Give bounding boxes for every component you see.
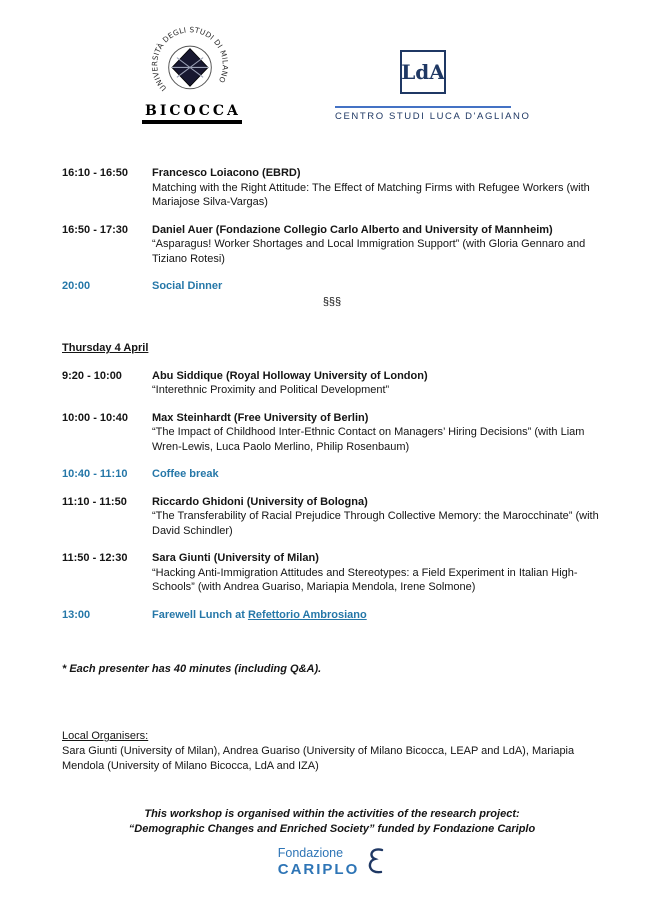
bicocca-seal-icon [149,24,231,106]
day-heading-thursday: Thursday 4 April [62,342,149,355]
cariplo-logo [62,846,602,878]
event-row-farewell-lunch [62,608,602,623]
session-time: 11:50 - 12:30 [62,552,128,565]
session-title: “Hacking Anti-Immigration Attitudes and Stereotypes: a Field Experiment in Italian High-Schools” (with Andrea Guariso, Mariapia Mendola, Irene Solmone) [152,566,578,594]
session-title: “The Impact of Childhood Inter-Ethnic Contact on Managers’ Hiring Decisions” (with Liam Wren-Lewis, Luca Paolo Merlino, Philip Rosenbaum) [152,426,585,453]
event-time: 20:00 [62,280,91,293]
session-row [62,411,602,455]
session-cell [152,223,602,267]
footer-note-line1: This workshop is organised within the activities of the research project: [144,808,520,821]
session-cell [152,551,602,595]
event-time: 10:40 - 11:10 [62,468,128,481]
lda-caption: CENTRO STUDI LUCA D'AGLIANO [335,111,531,122]
lda-logo [335,50,531,122]
session-time: 9:20 - 10:00 [62,369,122,382]
lda-divider-rule [335,106,511,108]
session-speaker: Abu Siddique (Royal Holloway University of London) [152,369,428,382]
session-title: “Interethnic Proximity and Political Development” [152,384,390,397]
event-row-coffee-break [62,467,602,482]
session-cell [152,411,602,455]
session-time: 16:50 - 17:30 [62,223,129,236]
event-cell [152,279,602,294]
cariplo-fondazione-text: Fondazione [277,845,344,860]
lda-logo-text: LdA [401,60,445,84]
session-row [62,551,602,595]
event-cell [152,608,602,623]
local-organisers-text: Sara Giunti (University of Milan), Andrea Guariso (University of Milano Bicocca, LEAP and LdA), Mariapia Mendola (University of Milano Bicocca, LdA and IZA) [62,745,575,772]
session-title: “Asparagus! Worker Shortages and Local Immigration Support” (with Gloria Gennaro and Tiziano Rotesi) [152,238,586,265]
session-cell [152,166,602,210]
session-cell [152,495,602,539]
session-cell [152,369,602,398]
cariplo-wordmark [278,847,360,878]
lda-logo-box [400,50,446,94]
event-row-social-dinner [62,279,602,294]
section-divider: §§§ [322,295,342,308]
header [0,0,659,150]
local-organisers-block [62,729,602,774]
presenter-footnote: * Each presenter has 40 minutes (including Q&A). [62,663,322,676]
session-title: Matching with the Right Attitude: The Effect of Matching Firms with Refugee Workers (with Mariajose Silva-Vargas) [152,181,590,209]
session-row [62,369,602,398]
cariplo-symbol-icon [366,846,386,878]
session-time: 16:10 - 16:50 [62,167,129,179]
session-time: 10:00 - 10:40 [62,411,129,424]
session-row [62,166,602,210]
session-speaker: Sara Giunti (University of Milan) [152,552,319,565]
bicocca-logo [142,24,241,124]
event-label: Coffee break [152,468,219,481]
session-speaker: Max Steinhardt (Free University of Berlin) [152,411,369,424]
event-label: Social Dinner [152,280,223,293]
event-cell [152,467,602,482]
bicocca-wordmark: BICOCCA [142,103,242,124]
session-speaker: Daniel Auer (Fondazione Collegio Carlo Alberto and University of Mannheim) [152,223,553,236]
event-time: 13:00 [62,608,91,621]
footer-note [62,807,602,836]
session-row [62,495,602,539]
footer-note-line2: “Demographic Changes and Enriched Society” funded by Fondazione Cariplo [128,822,536,835]
session-title: “The Transferability of Racial Prejudice Through Collective Memory: the Marocchinate” (with David Schindler) [152,510,599,537]
session-time: 11:10 - 11:50 [62,495,127,508]
cariplo-cariplo-text: CARIPLO [277,860,360,878]
local-organisers-heading: Local Organisers: [62,729,149,742]
bicocca-circular-text: UNIVERSITÀ DEGLI STUDI DI MILANO [150,25,230,93]
session-speaker: Riccardo Ghidoni (University of Bologna) [152,495,368,508]
session-row [62,223,602,267]
schedule-content [0,166,659,878]
session-speaker: Francesco Loiacono (EBRD) [152,167,301,179]
refettorio-ambrosiano-link[interactable]: Refettorio Ambrosiano [247,608,367,621]
farewell-label: Farewell Lunch at [152,608,248,621]
